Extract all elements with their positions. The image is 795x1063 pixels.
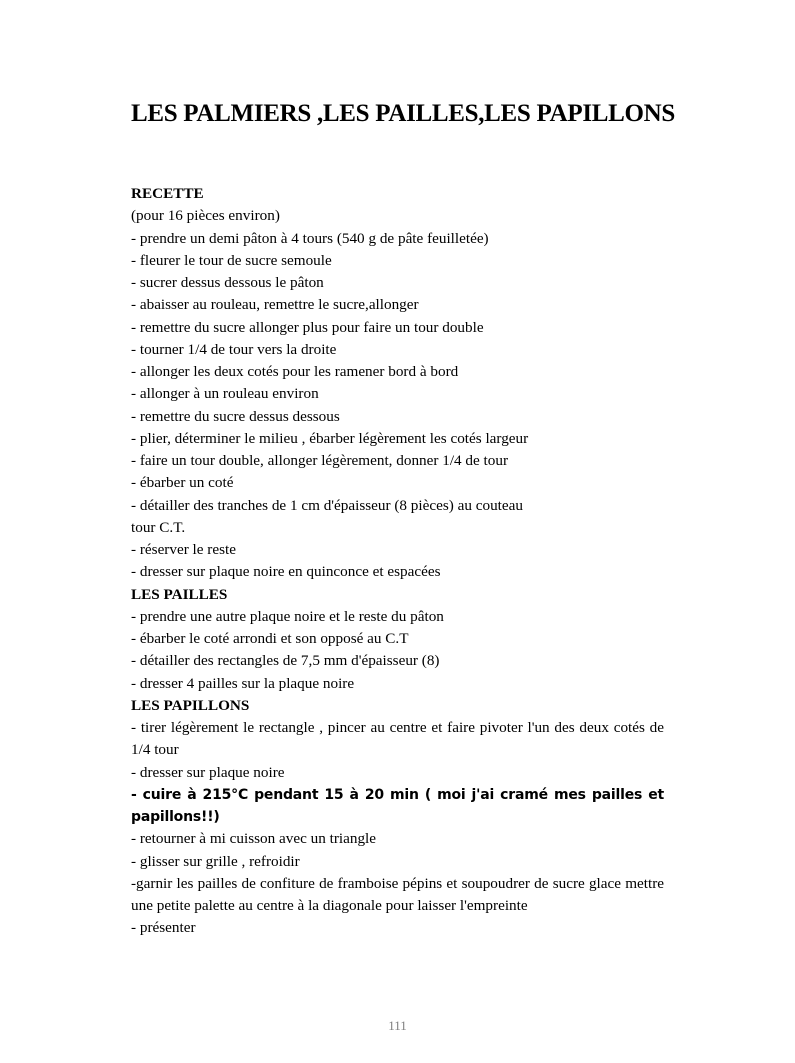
recipe-line: - dresser 4 pailles sur la plaque noire: [131, 674, 355, 692]
recipe-line: - retourner à mi cuisson avec un triangle: [131, 830, 377, 848]
recipe-line: - sucrer dessus dessous le pâton: [131, 274, 324, 291]
section-heading-papillons: LES PAPILLONS: [131, 696, 250, 714]
recipe-line: - glisser sur grille , refroidir: [131, 852, 300, 870]
recipe-line: - détailler des rectangles de 7,5 mm d'épaisseur (8): [131, 652, 440, 670]
recipe-line: - faire un tour double, allonger légèrement, donner 1/4 de tour: [131, 452, 509, 469]
recipe-line: - tourner 1/4 de tour vers la droite: [131, 340, 337, 358]
recipe-line: - remettre du sucre allonger plus pour faire un tour double: [131, 318, 484, 336]
recipe-paragraph: - tirer légèrement le rectangle , pincer au centre et faire pivoter l'un des deux cotés de 1/4 tour: [131, 719, 664, 759]
recipe-line: - fleurer le tour de sucre semoule: [131, 251, 332, 269]
recipe-line: - dresser sur plaque noire en quinconce et espacées: [131, 563, 441, 581]
page-title: LES PALMIERS ,LES PAILLES,LES PAPILLONS: [131, 100, 676, 127]
recipe-line: - abaisser au rouleau, remettre le sucre,allonger: [131, 296, 419, 314]
recipe-line: - prendre un demi pâton à 4 tours (540 g de pâte feuilletée): [131, 229, 489, 247]
recipe-line: - ébarber un coté: [131, 474, 234, 492]
recipe-paragraph: -garnir les pailles de confiture de framboise pépins et soupoudrer de sucre glace mettre une petite palette au centre à la diagonale pour laisser l'empreinte: [131, 874, 664, 914]
section-heading-pailles: LES PAILLES: [131, 585, 228, 603]
recipe-line: - ébarber le coté arrondi et son opposé au C.T: [131, 630, 409, 647]
recipe-line: - détailler des tranches de 1 cm d'épaisseur (8 pièces) au couteau: [131, 496, 523, 514]
recipe-line: - remettre du sucre dessus dessous: [131, 407, 340, 425]
page-number: 111: [388, 1018, 407, 1033]
cooking-instruction: - cuire à 215°C pendant 15 à 20 min ( moi j'ai cramé mes pailles et papillons!!): [131, 786, 664, 825]
recipe-line: (pour 16 pièces environ): [131, 207, 280, 225]
recipe-line: - plier, déterminer le milieu , ébarber légèrement les cotés largeur: [131, 429, 529, 447]
recipe-line: - allonger à un rouleau environ: [131, 385, 319, 403]
recipe-body: [131, 183, 664, 940]
recipe-line: - allonger les deux cotés pour les ramener bord à bord: [131, 363, 459, 380]
recipe-line: tour C.T.: [131, 518, 186, 536]
recipe-line: - présenter: [131, 919, 196, 937]
recipe-line: - prendre une autre plaque noire et le reste du pâton: [131, 607, 444, 625]
section-heading-recette: RECETTE: [131, 185, 204, 202]
recipe-line: - dresser sur plaque noire: [131, 763, 285, 781]
recipe-line: - réserver le reste: [131, 541, 236, 558]
